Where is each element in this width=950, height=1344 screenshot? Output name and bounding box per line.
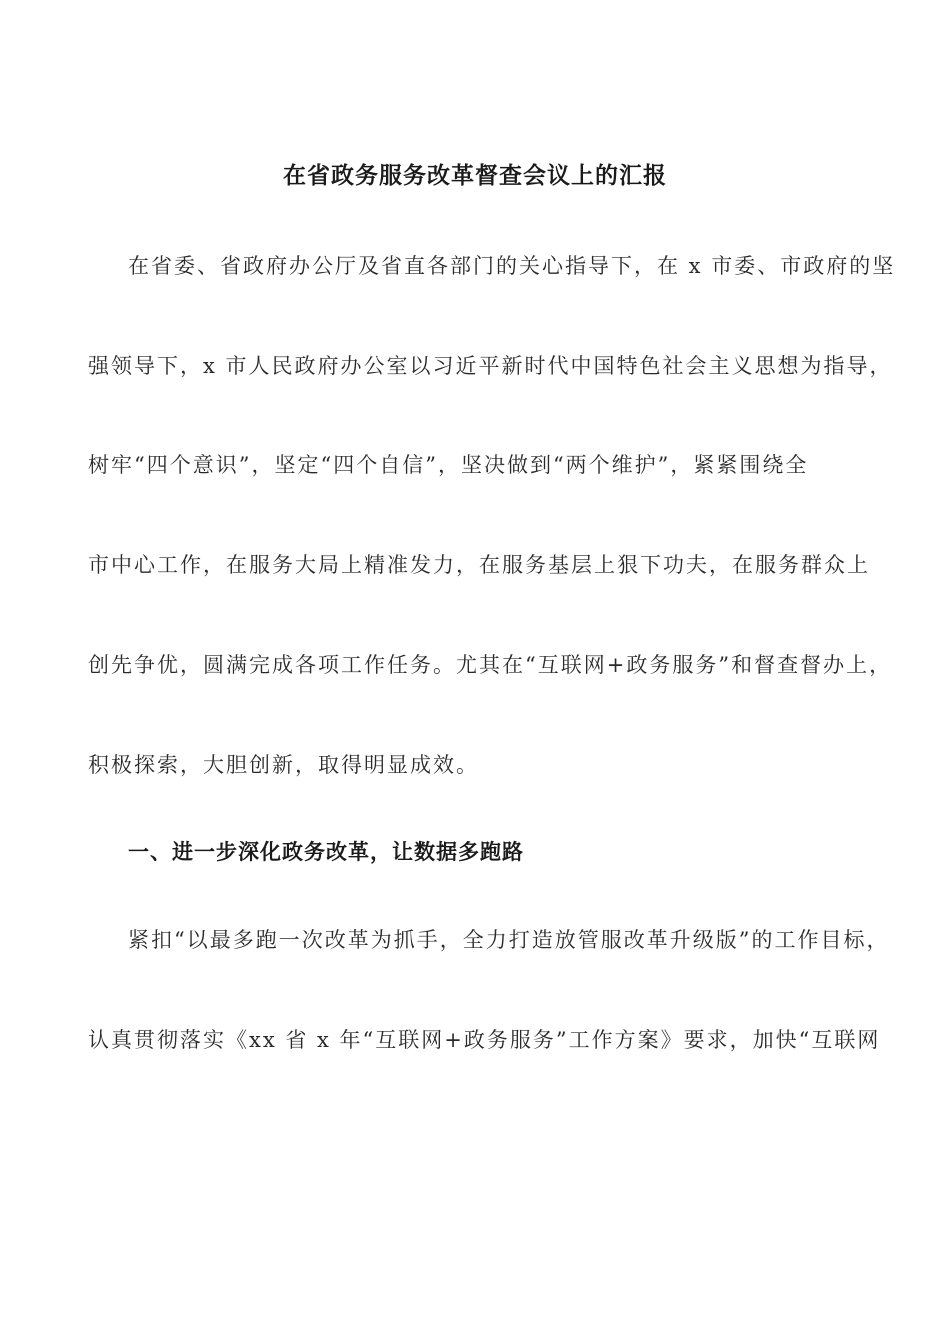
paragraph-line: 强领导下，x 市人民政府办公室以习近平新时代中国特色社会主义思想为指导， [88, 354, 893, 378]
paragraph-line: 创先争优，圆满完成各项工作任务。尤其在“互联网+政务服务”和督查督办上， [88, 653, 893, 677]
paragraph-line: 树牢“四个意识”，坚定“四个自信”，坚决做到“两个维护”，紧紧围绕全 [88, 453, 809, 477]
paragraph-line: 市中心工作，在服务大局上精准发力，在服务基层上狠下功夫，在服务群众上 [88, 553, 870, 577]
paragraph-line: 认真贯彻落实《xx 省 x 年“互联网+政务服务”工作方案》要求，加快“互联网 [88, 1028, 881, 1052]
section-heading: 一、进一步深化政务改革，让数据多跑路 [128, 839, 524, 864]
paragraph-line: 紧扣“以最多跑一次改革为抓手，全力打造放管服改革升级版”的工作目标， [128, 928, 890, 952]
paragraph-line: 积极探索，大胆创新，取得明显成效。 [88, 753, 479, 777]
paragraph-line: 在省委、省政府办公厅及省直各部门的关心指导下，在 x 市委、市政府的坚 [128, 254, 896, 278]
document-title: 在省政务服务改革督查会议上的汇报 [283, 162, 667, 189]
